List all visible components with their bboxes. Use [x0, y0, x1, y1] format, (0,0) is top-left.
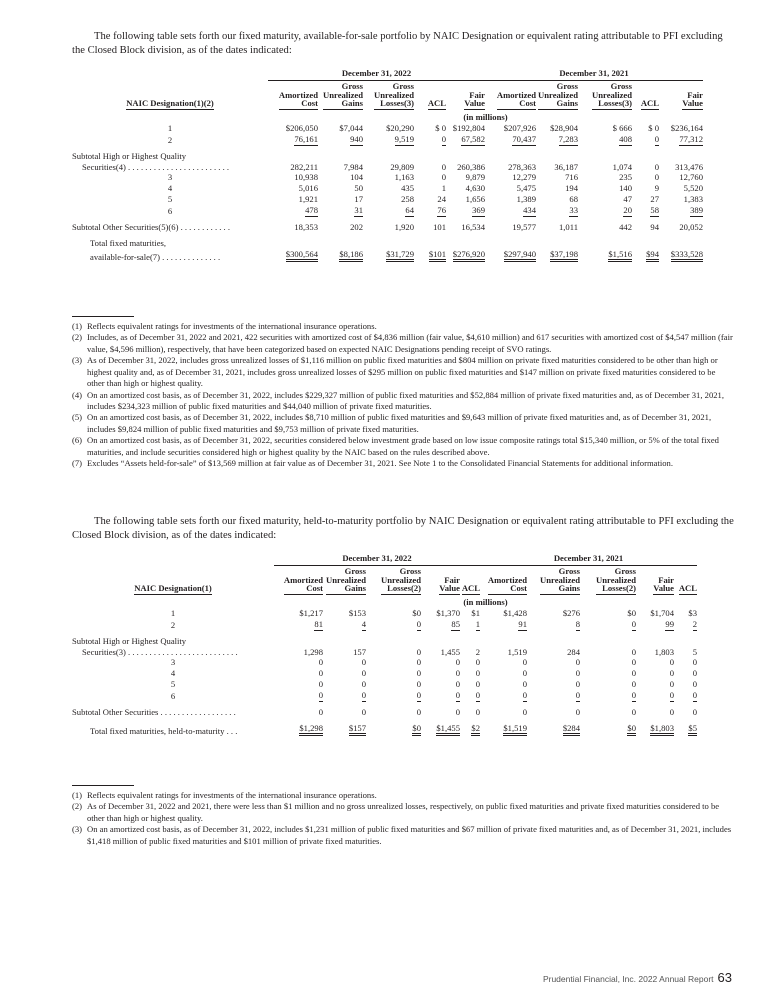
column-group-header-row	[72, 68, 703, 82]
cell-value: 0	[654, 133, 659, 144]
cell-value: 31	[354, 205, 363, 215]
cell-value: 36,187	[554, 161, 578, 172]
cell-value: $2	[460, 723, 480, 737]
row-label: 6	[170, 691, 176, 701]
table-row	[72, 161, 703, 172]
footnote	[72, 390, 734, 413]
cell-value: $ 666	[612, 123, 632, 134]
footnote-text: As of December 31, 2022, includes gross unrealized losses of $1,116 million on public fixed maturities and $804 million on private fixed maturities considered to be other than high or highest quality and, as of December 31, 2021, includes gross unrealized losses of $295 million on public fixed maturities and $147 million on private fixed maturities considered to be other than high or highest quality.	[87, 355, 718, 389]
column-header: Gross Unrealized Losses(3)	[592, 80, 632, 109]
cell-value: 0	[318, 706, 323, 717]
row-label: Subtotal Other Securities . . . . . . . . . . . . . . . . . .	[72, 706, 236, 717]
cell-value: 0	[575, 668, 580, 679]
row-label: available-for-sale(7) . . . . . . . . . . . . . .	[90, 251, 221, 262]
cell-value: 0	[631, 618, 636, 629]
cell-value: 0	[416, 657, 421, 668]
cell-value: 67,582	[461, 133, 485, 144]
column-header: Gross Unrealized Gains	[538, 80, 578, 109]
footnote-text: On an amortized cost basis, as of December 31, 2022, includes $229,327 million of public fixed maturities and $52,884 million of private fixed maturities and, as of December 31, 2021, includes $234,323 million of public fixed maturities and $44,040 million of private fixed maturities.	[87, 389, 724, 411]
cell-value: $192,804	[452, 123, 485, 134]
table-row	[72, 134, 703, 146]
cell-value: 0	[416, 690, 421, 700]
table-row-label-line	[72, 151, 703, 162]
cell-value: $153	[348, 608, 366, 619]
cell-value: 0	[455, 668, 460, 679]
cell-value: 0	[455, 679, 460, 690]
row-label: Subtotal Other Securities(5)(6) . . . . . . . . . . . .	[72, 221, 231, 232]
column-header: Gross Unrealized Gains	[540, 565, 580, 594]
cell-value: 0	[416, 646, 421, 657]
cell-value: 85	[451, 618, 460, 629]
units-label: (in millions)	[463, 112, 508, 123]
row-label: 2	[170, 619, 176, 630]
footnote	[72, 801, 734, 824]
cell-value: 1,920	[394, 221, 414, 232]
cell-value: 7,283	[558, 133, 578, 144]
cell-value: 0	[318, 679, 323, 690]
column-header: Amortized Cost	[496, 89, 536, 109]
cell-value: 9	[654, 183, 659, 194]
cell-value: 77,312	[679, 133, 703, 144]
cell-value: 940	[350, 133, 363, 144]
table-row	[72, 646, 697, 657]
cell-value: $207,926	[503, 123, 536, 134]
cell-value: $1,455	[421, 723, 460, 737]
cell-value: 1,455	[440, 646, 460, 657]
cell-value: 1,519	[507, 646, 527, 657]
group-header-2021: December 31, 2021	[480, 553, 697, 567]
cell-value: 0	[318, 657, 323, 668]
cell-value: 18,353	[294, 221, 318, 232]
units-row	[72, 595, 697, 608]
cell-value: 0	[522, 668, 527, 679]
cell-value: 140	[619, 183, 632, 194]
cell-value: 10,938	[294, 172, 318, 183]
cell-value: $7,044	[339, 123, 363, 134]
table-row	[72, 123, 703, 134]
cell-value: 0	[692, 706, 697, 717]
cell-value: 9,879	[465, 172, 485, 183]
cell-value: 16,534	[461, 221, 485, 232]
cell-value: $1,370	[436, 608, 460, 619]
cell-value: 101	[433, 221, 446, 232]
footnote-text: As of December 31, 2022 and 2021, there were less than $1 million and no gross unrealized losses, respectively, on public fixed maturities and private fixed maturities considered to be other than high or highest quality.	[87, 801, 720, 823]
cell-value: 1,921	[298, 194, 318, 205]
footnote	[72, 435, 734, 458]
cell-value: $101	[414, 249, 446, 263]
row-label: 5	[170, 679, 176, 690]
cell-value: 0	[669, 690, 674, 700]
cell-value: 58	[650, 205, 659, 215]
cell-value: 0	[475, 668, 480, 679]
cell-value: 2	[475, 646, 480, 657]
cell-value: $94	[632, 249, 659, 263]
footnote-number: (4)	[72, 389, 83, 400]
table-row-label-line	[72, 636, 697, 647]
cell-value: $206,050	[285, 123, 318, 134]
label-column-header: NAIC Designation(1)	[134, 583, 212, 594]
group-header-2022: December 31, 2022	[274, 553, 480, 567]
units-label: (in millions)	[463, 597, 508, 608]
cell-value: $20,290	[386, 123, 414, 134]
cell-value: 0	[575, 657, 580, 668]
cell-value: 0	[361, 690, 366, 700]
cell-value: 0	[669, 706, 674, 717]
cell-value: 1,656	[465, 194, 485, 205]
cell-value: 70,437	[512, 133, 536, 144]
intro-paragraph-afs: The following table sets forth our fixed maturity, available-for-sale portfolio by NAIC Designation or equivalent rating attributable to PFI excluding the Closed Block division, as of the dates indicated:	[72, 31, 723, 56]
cell-value: 0	[631, 657, 636, 668]
cell-value: $0	[627, 608, 636, 619]
cell-value: $276	[562, 608, 580, 619]
column-header-row	[72, 567, 697, 595]
cell-value: 1	[441, 183, 446, 194]
page-footer	[543, 970, 732, 986]
htm-portfolio-table	[72, 553, 697, 736]
cell-value: 94	[650, 221, 659, 232]
cell-value: 389	[690, 205, 703, 215]
cell-value: 260,386	[457, 161, 485, 172]
cell-value: 5,475	[516, 183, 536, 194]
cell-value: $31,729	[363, 249, 414, 263]
cell-value: 0	[455, 657, 460, 668]
row-label: 4	[167, 183, 173, 194]
row-label: Subtotal High or Highest Quality	[72, 635, 187, 646]
table-row	[72, 172, 703, 183]
cell-value: 0	[522, 706, 527, 717]
cell-value: 0	[654, 172, 659, 183]
cell-value: 1,163	[394, 172, 414, 183]
cell-value: 0	[361, 706, 366, 717]
cell-value: $1	[471, 608, 480, 619]
cell-value: $0	[580, 723, 636, 737]
footnote-number: (5)	[72, 412, 83, 423]
table-row	[72, 183, 703, 194]
cell-value: 0	[318, 668, 323, 679]
cell-value: 2	[692, 618, 697, 629]
cell-value: 442	[619, 221, 632, 232]
footnote-number: (1)	[72, 321, 83, 331]
cell-value: 12,760	[679, 172, 703, 183]
column-header: ACL	[427, 98, 446, 109]
cell-value: 235	[619, 172, 632, 183]
table-row	[72, 619, 697, 631]
footnote-number: (2)	[72, 801, 83, 812]
footnote	[72, 458, 734, 469]
row-label: 1	[167, 123, 173, 134]
cell-value: $276,920	[446, 249, 485, 263]
footnote	[72, 790, 734, 801]
cell-value: 0	[361, 657, 366, 668]
footnote-text: On an amortized cost basis, as of December 31, 2022, includes $1,231 million of public fixed maturities and $67 million of private fixed maturities and, as of December 31, 2021, includes $1,418 million of public fixed maturities and $101 million of private fixed maturities.	[87, 824, 732, 846]
cell-value: $37,198	[536, 249, 578, 263]
cell-value: 104	[350, 172, 363, 183]
row-label: 3	[170, 657, 176, 668]
cell-value: $1,428	[503, 608, 527, 619]
table-row	[72, 205, 703, 217]
cell-value: 0	[631, 706, 636, 717]
footnote-number: (3)	[72, 824, 83, 835]
cell-value: 1,011	[558, 221, 578, 232]
cell-value: 194	[565, 183, 578, 194]
cell-value: 5,520	[683, 183, 703, 194]
cell-value: 1,389	[516, 194, 536, 205]
table-row	[72, 723, 697, 737]
column-group-header-row	[72, 553, 697, 567]
afs-footnotes	[72, 316, 734, 469]
cell-value: 47	[623, 194, 632, 205]
table-row	[72, 657, 697, 668]
units-row	[72, 110, 703, 123]
cell-value: 0	[416, 679, 421, 690]
cell-value: 0	[631, 646, 636, 657]
footnote-number: (7)	[72, 458, 83, 469]
cell-value: 17	[354, 194, 363, 205]
cell-value: $1,519	[480, 723, 527, 737]
column-header: Fair Value	[464, 89, 485, 109]
cell-value: 0	[475, 690, 480, 700]
cell-value: 0	[475, 679, 480, 690]
cell-value: 284	[567, 646, 580, 657]
footnote-number: (6)	[72, 435, 83, 446]
cell-value: 20,052	[679, 221, 703, 232]
footnote-text: Reflects equivalent ratings for investments of the international insurance operations.	[87, 321, 377, 331]
table-row	[72, 690, 697, 702]
cell-value: 157	[353, 646, 366, 657]
row-label: 5	[167, 194, 173, 205]
cell-value: 0	[522, 690, 527, 700]
cell-value: $3	[688, 608, 697, 619]
cell-value: 12,279	[512, 172, 536, 183]
cell-value: $1,217	[299, 608, 323, 619]
footnote-text: Includes, as of December 31, 2022 and 2021, 422 securities with amortized cost of $4,836 million (fair value, $4,610 million) and 617 securities with amortized cost of $4,547 million (fair value, $4,596 million), respectively, that have been categorized based on expected NAIC Designations pending receipt of SVO ratings.	[87, 332, 733, 354]
row-label: 4	[170, 668, 176, 679]
cell-value: $1,704	[650, 608, 674, 619]
cell-value: 478	[305, 205, 318, 215]
cell-value: 0	[475, 657, 480, 668]
cell-value: 1	[475, 618, 480, 629]
cell-value: 0	[441, 133, 446, 144]
cell-value: 0	[692, 679, 697, 690]
table-row-label-line	[72, 238, 703, 249]
cell-value: 435	[401, 183, 414, 194]
cell-value: 0	[654, 161, 659, 172]
row-label: Securities(4) . . . . . . . . . . . . . . . . . . . . . . . .	[82, 161, 230, 172]
cell-value: $1,516	[578, 249, 632, 263]
footnote	[72, 332, 734, 355]
cell-value: 76,161	[294, 133, 318, 144]
cell-value: 282,211	[290, 161, 318, 172]
cell-value: $157	[323, 723, 366, 737]
cell-value: 81	[314, 618, 323, 629]
cell-value: 24	[437, 194, 446, 205]
footnote	[72, 321, 734, 332]
cell-value: 0	[692, 690, 697, 700]
cell-value: 0	[441, 161, 446, 172]
cell-value: 202	[350, 221, 363, 232]
cell-value: 0	[455, 706, 460, 717]
label-column-header: NAIC Designation(1)(2)	[126, 98, 214, 109]
cell-value: 0	[416, 706, 421, 717]
cell-value: 4,630	[465, 183, 485, 194]
row-label: 2	[167, 134, 173, 145]
cell-value: 1,803	[654, 646, 674, 657]
column-header-row	[72, 82, 703, 110]
table-row	[72, 194, 703, 205]
cell-value: 64	[405, 205, 414, 215]
cell-value: 4	[361, 618, 366, 629]
column-header: Gross Unrealized Losses(2)	[381, 565, 421, 594]
column-header: Amortized Cost	[278, 89, 318, 109]
table-row	[72, 222, 703, 233]
cell-value: 19,577	[512, 221, 536, 232]
footnote	[72, 824, 734, 847]
row-label: 1	[170, 608, 176, 619]
footnote	[72, 412, 734, 435]
cell-value: 1,298	[303, 646, 323, 657]
cell-value: 0	[416, 668, 421, 679]
cell-value: 1,383	[683, 194, 703, 205]
row-label: 3	[167, 172, 173, 183]
footnote-text: Reflects equivalent ratings for investments of the international insurance operations.	[87, 790, 377, 800]
cell-value: $ 0	[435, 123, 446, 134]
column-header: Amortized Cost	[283, 574, 323, 594]
column-header: ACL	[640, 98, 659, 109]
cell-value: 99	[665, 618, 674, 629]
cell-value: 0	[522, 657, 527, 668]
footnote-text: Excludes “Assets held-for-sale” of $13,569 million at fair value as of December 31, 2021. See Note 1 to the Consolidated Financial Statements for additional information.	[87, 458, 673, 469]
footnote-text: On an amortized cost basis, as of December 31, 2022, securities considered below investment grade based on low issue composite ratings total $15,340 million, or 5% of the total fixed maturities, and include securities considered high or highest quality by the NAIC based on the rules described above.	[87, 435, 719, 457]
footer-text: Prudential Financial, Inc. 2022 Annual Report	[542, 973, 714, 984]
cell-value: 5	[692, 646, 697, 657]
cell-value: $8,186	[318, 249, 363, 263]
cell-value: 1,074	[612, 161, 632, 172]
table-row	[72, 668, 697, 679]
cell-value: 0	[455, 690, 460, 700]
cell-value: 0	[631, 679, 636, 690]
cell-value: 0	[361, 679, 366, 690]
cell-value: 20	[623, 205, 632, 215]
row-label: 6	[167, 206, 173, 216]
footnote-number: (2)	[72, 332, 83, 343]
row-label: Total fixed maturities, held-to-maturity . . .	[90, 725, 238, 736]
page-number: 63	[717, 969, 732, 985]
cell-value: 9,519	[394, 133, 414, 144]
cell-value: 27	[650, 194, 659, 205]
cell-value: 0	[575, 706, 580, 717]
cell-value: $236,164	[670, 123, 703, 134]
cell-value: 313,476	[675, 161, 703, 172]
cell-value: 7,984	[343, 161, 363, 172]
row-label: Securities(3) . . . . . . . . . . . . . . . . . . . . . . . . . .	[82, 646, 238, 657]
intro-paragraph-htm: The following table sets forth our fixed maturity, held-to-maturity portfolio by NAIC Designation or equivalent rating attributable to PFI excluding the Closed Block division, as of the dates indicated:	[72, 516, 734, 541]
column-header: Gross Unrealized Losses(3)	[374, 80, 414, 109]
cell-value: $28,904	[550, 123, 578, 134]
cell-value: 0	[318, 690, 323, 700]
cell-value: $1,803	[636, 723, 674, 737]
footnote-number: (1)	[72, 790, 83, 800]
cell-value: 434	[523, 205, 536, 215]
cell-value: $5	[674, 723, 697, 737]
cell-value: 716	[565, 172, 578, 183]
cell-value: 258	[401, 194, 414, 205]
cell-value: $ 0	[648, 123, 659, 134]
group-header-2021: December 31, 2021	[485, 68, 703, 82]
cell-value: 408	[619, 133, 632, 144]
cell-value: $300,564	[268, 249, 318, 263]
table-row	[72, 707, 697, 718]
afs-portfolio-table	[72, 68, 703, 262]
cell-value: 68	[569, 194, 578, 205]
cell-value: 29,809	[390, 161, 414, 172]
cell-value: 50	[354, 183, 363, 194]
cell-value: 91	[518, 618, 527, 629]
column-header: Fair Value	[653, 574, 674, 594]
table-row	[72, 608, 697, 619]
cell-value: 8	[575, 618, 580, 629]
column-header: Gross Unrealized Gains	[326, 565, 366, 594]
cell-value: $0	[366, 723, 421, 737]
cell-value: $297,940	[485, 249, 536, 263]
cell-value: 0	[692, 668, 697, 679]
table-row	[72, 679, 697, 690]
column-header: Gross Unrealized Losses(2)	[596, 565, 636, 594]
cell-value: 0	[475, 706, 480, 717]
cell-value: 0	[361, 668, 366, 679]
cell-value: $284	[527, 723, 580, 737]
cell-value: 369	[472, 205, 485, 215]
column-header: Amortized Cost	[487, 574, 527, 594]
cell-value: 0	[669, 657, 674, 668]
cell-value: 76	[437, 205, 446, 215]
footnote	[72, 355, 734, 389]
row-label: Total fixed maturities,	[90, 237, 167, 248]
cell-value: 278,363	[508, 161, 536, 172]
cell-value: 0	[631, 668, 636, 679]
footnote-number: (3)	[72, 355, 83, 366]
cell-value: 0	[692, 657, 697, 668]
column-header: Gross Unrealized Gains	[323, 80, 363, 109]
group-header-2022: December 31, 2022	[268, 68, 485, 82]
table-row	[72, 249, 703, 263]
cell-value: $1,298	[274, 723, 323, 737]
cell-value: $0	[412, 608, 421, 619]
cell-value: 33	[569, 205, 578, 215]
column-header: ACL	[678, 583, 697, 594]
footnote-text: On an amortized cost basis, as of December 31, 2022, includes $8,710 million of public fixed maturities and $9,643 million of private fixed maturities and, as of December 31, 2021, includes $9,824 million of public fixed maturities and $9,753 million of private fixed maturities.	[87, 412, 712, 434]
htm-footnotes	[72, 785, 734, 847]
column-header: ACL	[461, 583, 480, 594]
row-label: Subtotal High or Highest Quality	[72, 150, 187, 161]
cell-value: 0	[631, 690, 636, 700]
cell-value: 0	[669, 668, 674, 679]
column-header: Fair Value	[439, 574, 460, 594]
cell-value: 0	[522, 679, 527, 690]
cell-value: 0	[416, 618, 421, 629]
cell-value: 0	[575, 679, 580, 690]
cell-value: 0	[669, 679, 674, 690]
cell-value: 5,016	[298, 183, 318, 194]
cell-value: 0	[575, 690, 580, 700]
column-header: Fair Value	[682, 89, 703, 109]
cell-value: $333,528	[659, 249, 703, 263]
cell-value: 0	[441, 172, 446, 183]
